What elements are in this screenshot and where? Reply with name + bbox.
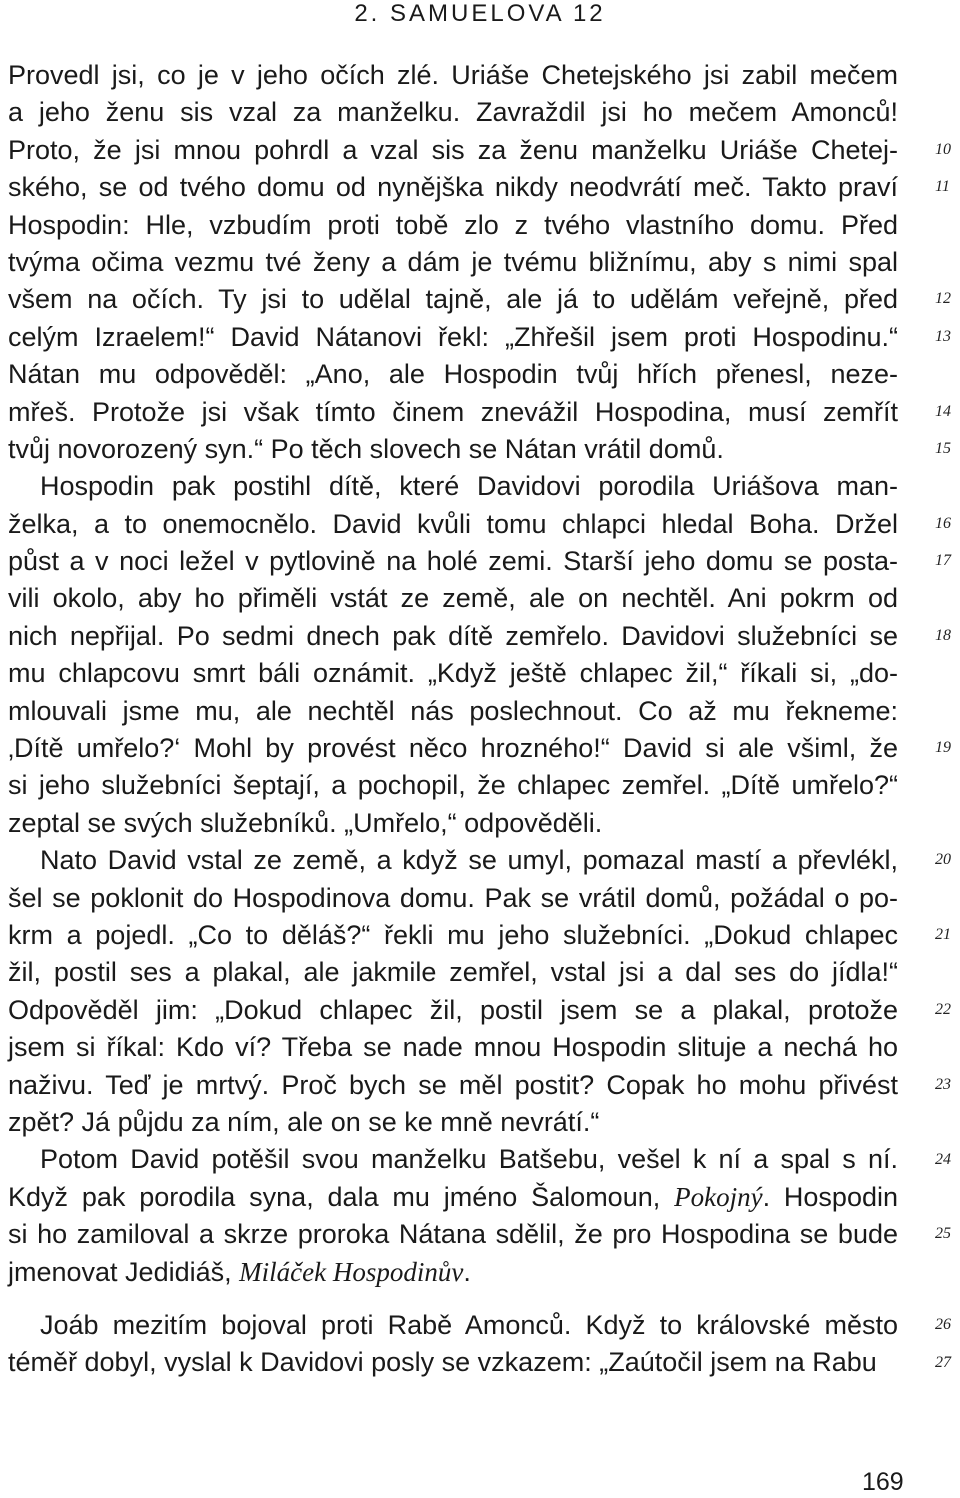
verse-number: 19: [935, 739, 951, 757]
text-line: želka, a to onemocnělo. David kvůli tomu chlapci hledal Boha. Držel: [8, 508, 898, 539]
verse-number: 20: [935, 851, 951, 869]
text-line: Proto, že jsi mnou pohrdl a vzal sis za ženu manželku Uriáše Chetej-: [8, 134, 898, 165]
verse-number: 10: [935, 140, 951, 158]
page-number: 169: [862, 1468, 904, 1496]
text-line: mlouvali jsme mu, ale nechtěl nás poslechnout. Co až mu řekneme:: [8, 695, 898, 726]
text-line: ‚Dítě umřelo?‘ Mohl by provést něco hrozného!“ David si ale všiml, že: [8, 733, 898, 764]
verse-number: 24: [935, 1150, 951, 1168]
line-text: jmenovat Jedidiáš,: [8, 1256, 240, 1287]
verse-number: 18: [935, 627, 951, 644]
verse-number: 22: [935, 1001, 951, 1018]
text-line: Nátan mu odpověděl: „Ano, ale Hospodin tvůj hřích přenesl, neze-: [8, 359, 898, 390]
verse-number: 16: [935, 514, 951, 532]
verse-number: 14: [935, 402, 951, 420]
italic-name: Pokojný: [674, 1181, 763, 1212]
running-head: 2. SAMUELOVA 12: [354, 0, 606, 27]
text-line: mu chlapcovu smrt báli oznámit. „Když ještě chlapec žil,“ říkali si, „do-: [8, 658, 898, 689]
text-line: šel se poklonit do Hospodinova domu. Pak se vrátil domů, požádal o po-: [8, 882, 898, 913]
text-line: jsem si říkal: Kdo ví? Třeba se nade mnou Hospodin slituje a nechá ho: [8, 1032, 898, 1063]
italic-name: Miláček Hospodinův: [239, 1256, 464, 1287]
text-line: naživu. Teď je mrtvý. Proč bych se měl postit? Copak ho mohu přivést: [8, 1069, 898, 1100]
text-line: Potom David potěšil svou manželku Batšebu, vešel k ní a spal s ní.: [40, 1144, 898, 1175]
text-line: Odpověděl jim: „Dokud chlapec žil, postil jsem se a plakal, protože: [8, 994, 898, 1025]
text-line: Nato David vstal ze země, a když se umyl, pomazal mastí a převlékl,: [40, 845, 898, 876]
text-line: nich nepřijal. Po sedmi dnech pak dítě zemřelo. Davidovi služebníci se: [8, 620, 898, 651]
text-line: si ho zamiloval a skrze proroka Nátana sdělil, že pro Hospodina se bude: [8, 1219, 898, 1250]
text-line: ského, se od tvého domu od nynějška nikdy neodvrátí meč. Takto praví: [8, 172, 898, 203]
verse-number: 11: [935, 178, 950, 196]
text-line: [8, 1179, 898, 1216]
text-line: Provedl jsi, co je v jeho očích zlé. Uriáše Chetejského jsi zabil mečem: [8, 60, 898, 90]
line-text: . Hospodin: [762, 1181, 898, 1212]
verse-number: 13: [935, 327, 951, 345]
text-line: půst a v noci ležel v pytlovině na holé zemi. Starší jeho domu se posta-: [8, 546, 898, 577]
text-line: zeptal se svých služebníků. „Umřelo,“ odpověděli.: [8, 807, 603, 838]
text-line: všem na očích. Ty jsi to udělal tajně, ale já to udělám veřejně, před: [8, 284, 898, 315]
verse-number: 15: [935, 440, 951, 457]
verse-number: 27: [935, 1353, 951, 1371]
text-line: žil, postil ses a plakal, ale jakmile zemřel, vstal jsi a dal ses do jídla!“: [8, 957, 898, 988]
text-line: a jeho ženu sis vzal za manželku. Zavraždil jsi ho mečem Amonců!: [8, 97, 898, 128]
verse-number: 23: [935, 1075, 951, 1093]
text-line: mřeš. Protože jsi však tímto činem znevážil Hospodina, musí zemřít: [8, 396, 898, 427]
verse-number: 21: [935, 926, 951, 944]
text-line: téměř dobyl, vyslal k Davidovi posly se vzkazem: „Zaútočil jsem na Rabu: [8, 1347, 877, 1378]
line-text: Když pak porodila syna, dala mu jméno Šalomoun,: [8, 1181, 675, 1212]
verse-number: 26: [935, 1316, 951, 1334]
verse-number: 12: [935, 290, 951, 308]
verse-number: 25: [935, 1225, 951, 1243]
text-line: krm a pojedl. „Co to děláš?“ řekli mu jeho služebníci. „Dokud chlapec: [8, 919, 898, 950]
text-line: celým Izraelem!“ David Nátanovi řekl: „Zhřešil jsem proti Hospodinu.“: [8, 321, 898, 352]
text-line: zpět? Já půjdu za ním, ale on se ke mně nevrátí.“: [8, 1106, 600, 1137]
text-line: tvýma očima vezmu tvé ženy a dám je tvému bližnímu, aby s nimi spal: [8, 246, 898, 277]
text-line: tvůj novorozený syn.“ Po těch slovech se Nátan vrátil domů.: [8, 433, 724, 464]
text-line: [8, 1254, 898, 1291]
text-line: si jeho služebníci šeptají, a pochopil, že chlapec zemřel. „Dítě umřelo?“: [8, 770, 898, 801]
text-line: Joáb mezitím bojoval proti Rabě Amonců. Když to královské město: [40, 1309, 898, 1340]
text-line: vili okolo, aby ho přiměli vstát ze země, ale on nechtěl. Ani pokrm od: [8, 583, 898, 614]
text-line: Hospodin: Hle, vzbudím proti tobě zlo z tvého vlastního domu. Před: [8, 209, 898, 240]
verse-number: 17: [935, 552, 951, 570]
text-line: Hospodin pak postihl dítě, které Davidovi porodila Uriášova man-: [40, 471, 898, 502]
text-block: [8, 57, 898, 1382]
line-text: .: [463, 1256, 471, 1287]
